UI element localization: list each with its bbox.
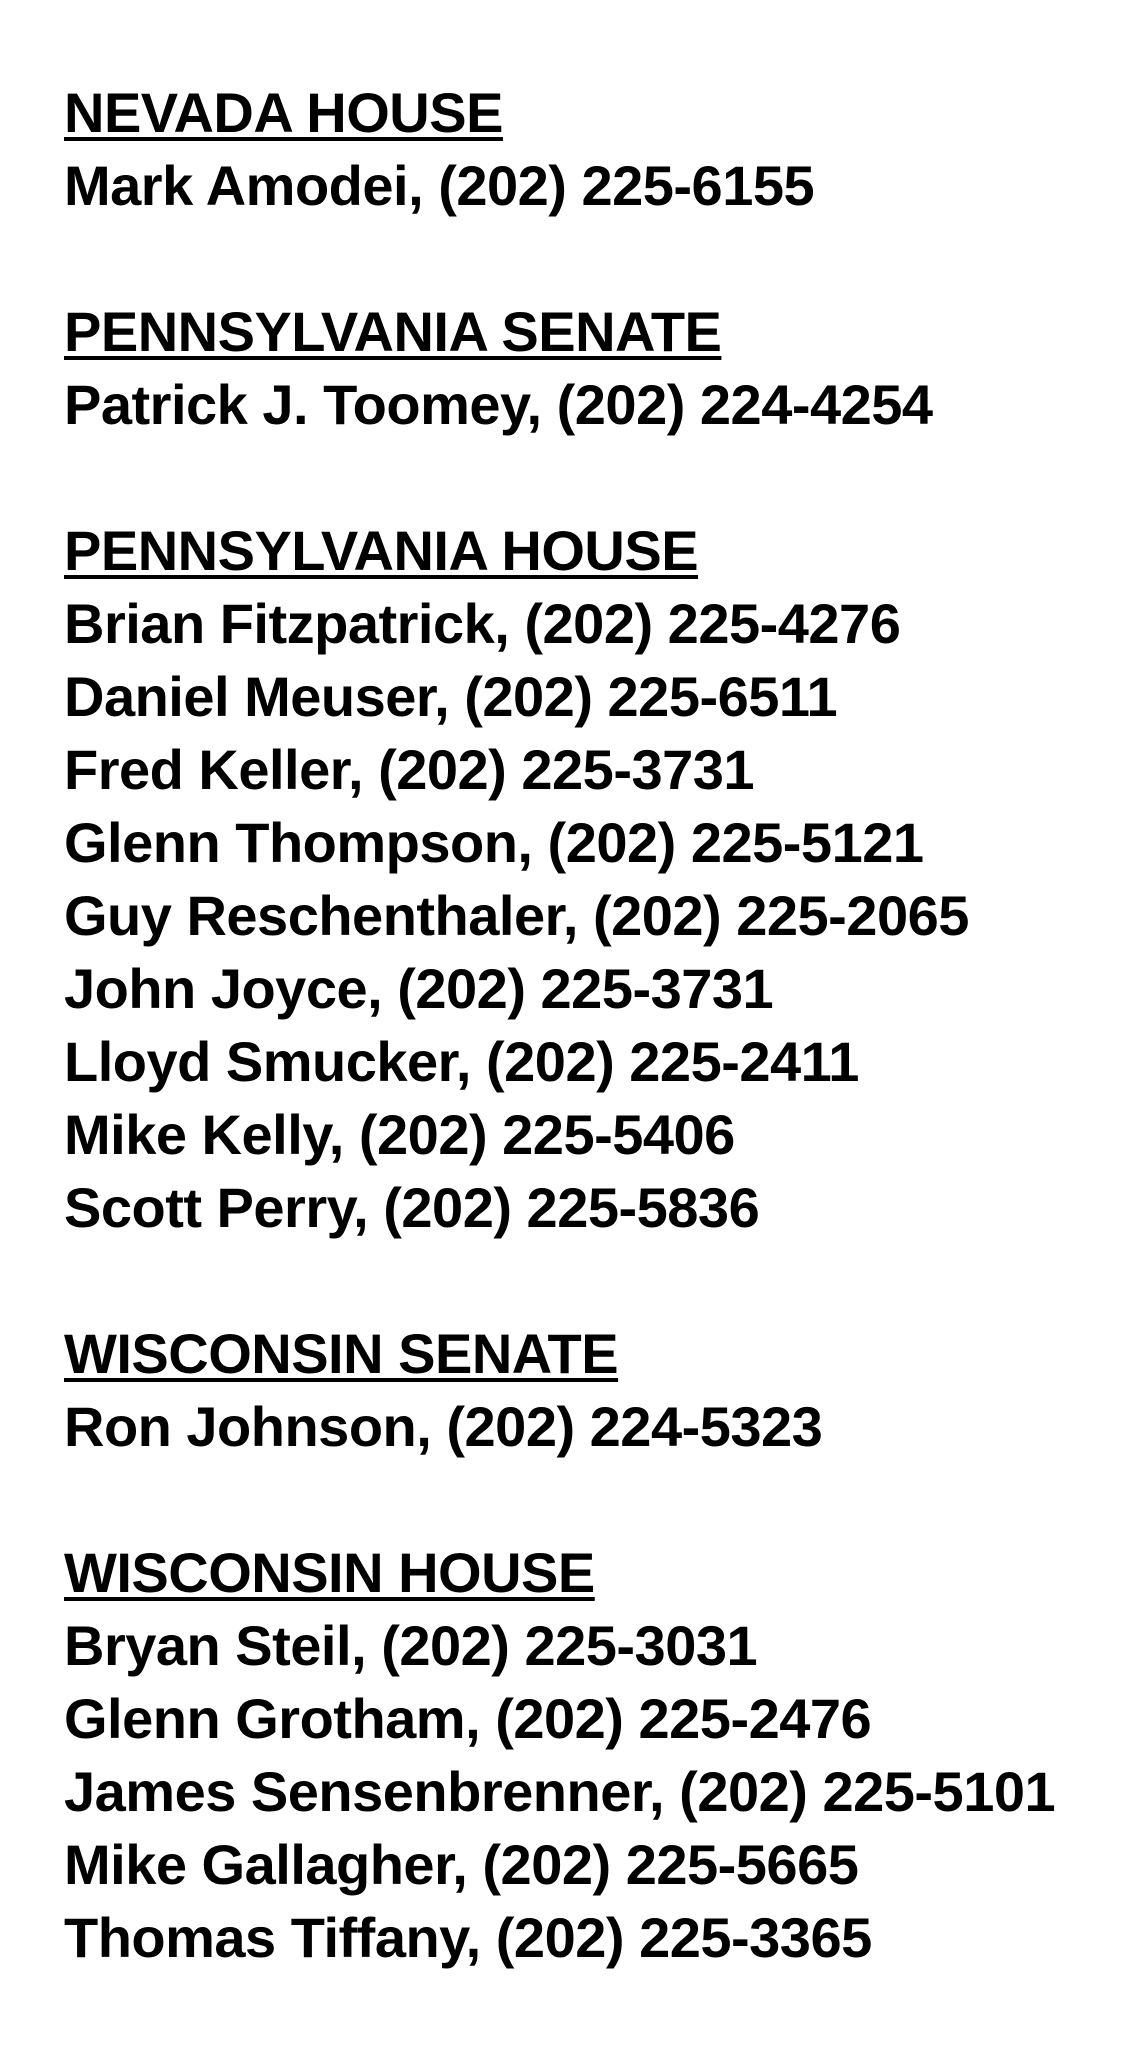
representative-entry xyxy=(64,368,1112,441)
name-phone-separator: , xyxy=(328,1103,359,1166)
name-phone-separator: , xyxy=(526,373,557,436)
representative-list xyxy=(64,1609,1112,1974)
representative-name: Patrick J. Toomey xyxy=(64,373,527,436)
representative-entry xyxy=(64,587,1112,660)
directory-sections xyxy=(64,76,1112,1974)
representative-name: Thomas Tiffany xyxy=(64,1906,466,1969)
section-title-text: NEVADA HOUSE xyxy=(64,81,503,144)
representative-list xyxy=(64,587,1112,1244)
representative-name: Brian Fitzpatrick xyxy=(64,592,495,655)
name-phone-separator: , xyxy=(562,884,593,947)
section-title-text: PENNSYLVANIA SENATE xyxy=(64,300,722,363)
representative-entry xyxy=(64,879,1112,952)
section-title xyxy=(64,295,1112,368)
representative-list xyxy=(64,149,1112,222)
section-title-text: PENNSYLVANIA HOUSE xyxy=(64,519,699,582)
representative-name: Mike Kelly xyxy=(64,1103,329,1166)
representative-entry xyxy=(64,1682,1112,1755)
name-phone-separator: , xyxy=(367,957,398,1020)
section-title-text: WISCONSIN HOUSE xyxy=(64,1541,595,1604)
phone-number: (202) 225-5406 xyxy=(358,1103,735,1166)
representative-entry xyxy=(64,1025,1112,1098)
representative-name: James Sensenbrenner xyxy=(64,1760,650,1823)
representative-entry xyxy=(64,149,1112,222)
name-phone-separator: , xyxy=(494,592,525,655)
representative-entry xyxy=(64,733,1112,806)
representative-name: Lloyd Smucker xyxy=(64,1030,456,1093)
state-chamber-section xyxy=(64,295,1112,441)
section-title xyxy=(64,1317,1112,1390)
phone-number: (202) 225-2065 xyxy=(592,884,969,947)
phone-number: (202) 225-6155 xyxy=(438,154,815,217)
name-phone-separator: , xyxy=(353,1176,384,1239)
phone-number: (202) 225-5101 xyxy=(679,1760,1056,1823)
representative-entry xyxy=(64,1755,1112,1828)
name-phone-separator: , xyxy=(465,1906,496,1969)
name-phone-separator: , xyxy=(452,1833,483,1896)
representative-list xyxy=(64,1390,1112,1463)
name-phone-separator: , xyxy=(455,1030,486,1093)
phone-number: (202) 225-5121 xyxy=(547,811,924,874)
phone-number: (202) 224-4254 xyxy=(556,373,933,436)
representative-entry xyxy=(64,806,1112,879)
representative-entry xyxy=(64,1171,1112,1244)
state-chamber-section xyxy=(64,76,1112,222)
representative-entry xyxy=(64,1098,1112,1171)
representative-list xyxy=(64,368,1112,441)
section-title xyxy=(64,514,1112,587)
representative-entry xyxy=(64,1828,1112,1901)
representative-name: John Joyce xyxy=(64,957,368,1020)
phone-number: (202) 225-3031 xyxy=(381,1614,758,1677)
phone-number: (202) 225-2476 xyxy=(495,1687,872,1750)
section-title-text: WISCONSIN SENATE xyxy=(64,1322,619,1385)
representative-entry xyxy=(64,1609,1112,1682)
phone-number: (202) 225-5836 xyxy=(383,1176,760,1239)
representative-name: Ron Johnson xyxy=(64,1395,417,1458)
representative-entry xyxy=(64,1390,1112,1463)
phone-number: (202) 225-4276 xyxy=(524,592,901,655)
name-phone-separator: , xyxy=(649,1760,680,1823)
name-phone-separator: , xyxy=(517,811,548,874)
name-phone-separator: , xyxy=(408,154,439,217)
representative-name: Mike Gallagher xyxy=(64,1833,453,1896)
phone-number: (202) 225-3731 xyxy=(378,738,755,801)
phone-number: (202) 224-5323 xyxy=(446,1395,823,1458)
representative-name: Scott Perry xyxy=(64,1176,354,1239)
representative-entry xyxy=(64,1901,1112,1974)
representative-name: Mark Amodei xyxy=(64,154,409,217)
phone-number: (202) 225-2411 xyxy=(486,1030,859,1093)
phone-number: (202) 225-6511 xyxy=(464,665,838,728)
state-chamber-section xyxy=(64,1536,1112,1974)
phone-number: (202) 225-3731 xyxy=(397,957,774,1020)
name-phone-separator: , xyxy=(465,1687,496,1750)
section-title xyxy=(64,1536,1112,1609)
representative-entry xyxy=(64,660,1112,733)
state-chamber-section xyxy=(64,514,1112,1244)
section-title xyxy=(64,76,1112,149)
name-phone-separator: , xyxy=(351,1614,382,1677)
representative-name: Glenn Grotham xyxy=(64,1687,466,1750)
representative-entry xyxy=(64,952,1112,1025)
phone-number: (202) 225-3365 xyxy=(495,1906,872,1969)
name-phone-separator: , xyxy=(416,1395,447,1458)
representative-name: Bryan Steil xyxy=(64,1614,352,1677)
representative-name: Guy Reschenthaler xyxy=(64,884,563,947)
phone-number: (202) 225-5665 xyxy=(482,1833,859,1896)
representative-name: Glenn Thompson xyxy=(64,811,518,874)
name-phone-separator: , xyxy=(347,738,379,801)
representative-name: Fred Keller xyxy=(64,738,348,801)
name-phone-separator: , xyxy=(434,665,465,728)
state-chamber-section xyxy=(64,1317,1112,1463)
representative-name: Daniel Meuser xyxy=(64,665,435,728)
